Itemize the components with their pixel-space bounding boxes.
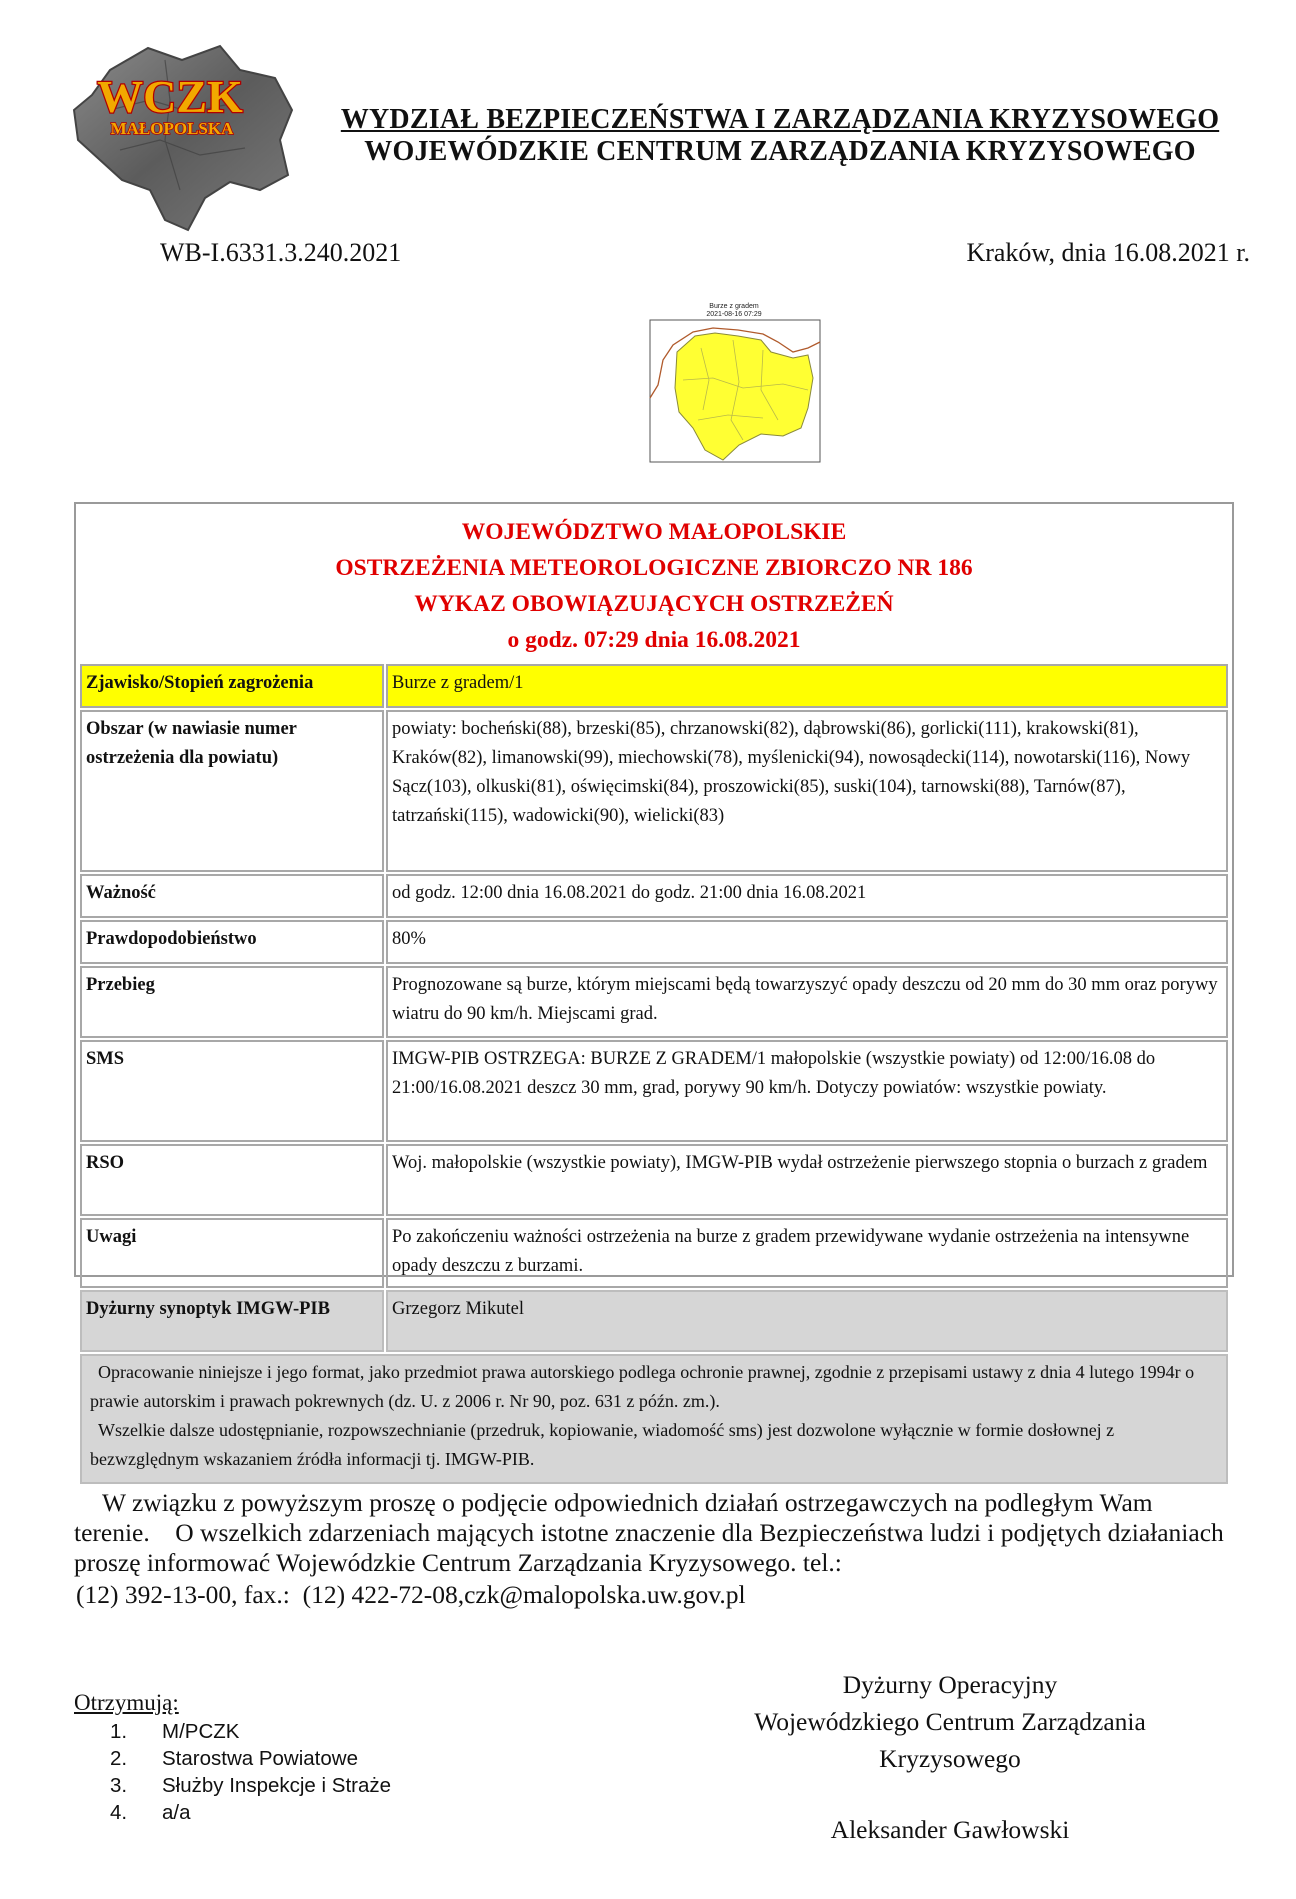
department-title: WYDZIAŁ BEZPIECZEŃSTWA I ZARZĄDZANIA KRYZYSOWEGO [340,104,1220,135]
copyright-notice [80,1354,1228,1484]
map-timestamp: 2021-08-16 07:29 [706,311,762,318]
copyright-paragraph: Wszelkie dalsze udostępnianie, rozpowszechnianie (przedruk, kopiowanie, wiadomość sms) jest dozwolone wyłącznie w formie dosłownej z bezwzględnym wskazaniem źródła informacji tj. IMGW-PIB. [90,1420,1115,1469]
body-paragraph: W związku z powyższym proszę o podjęcie odpowiednich działań ostrzegawczych na podległym Wam terenie. O wszelkich zdarzeniach mających istotne znaczenie dla Bezpieczeństwa ludzi i podjętych działaniach proszę informować Wojewódzkie Centrum Zarządzania Kryzysowego. tel.: [74,1488,1231,1577]
signature-institution: Wojewódzkiego Centrum Zarządzania [754,1707,1146,1736]
signature-institution-cont: Kryzysowego [879,1744,1021,1773]
warning-panel [74,502,1234,1469]
list-item [110,1718,391,1745]
warning-map [643,300,825,470]
place-date: Kraków, dnia 16.08.2021 r. [966,238,1250,267]
list-item [110,1745,391,1772]
table-row-sms [80,1040,1228,1142]
row-label: Obszar (w nawiasie numer ostrzeżenia dla powiatu) [80,710,384,872]
row-label: SMS [80,1040,384,1142]
list-item-number: 3. [110,1774,128,1797]
logo-wczk-text: WCZK [97,71,243,122]
row-label: Dyżurny synoptyk IMGW-PIB [80,1290,384,1352]
table-row-validity [80,874,1228,918]
copyright-paragraph: Opracowanie niniejsze i jego format, jako przedmiot prawa autorskiego podlega ochronie prawnej, zgodnie z przepisami ustawy z dnia 4 lutego 1994r o prawie autorskim i prawach pokrewnych (dz. U. z 2006 r. Nr 90, poz. 631 z późn. zm.). [90,1362,1195,1411]
list-item-text: M/PCZK [162,1720,240,1743]
reference-number: WB-I.6331.3.240.2021 [160,238,402,267]
logo-malopolska-text: MAŁOPOLSKA [110,119,234,138]
row-value: Prognozowane są burze, którym miejscami będą towarzyszyć opady deszczu od 20 mm do 30 mm oraz porywy wiatru do 90 km/h. Miejscami grad. [386,966,1228,1038]
row-value: Po zakończeniu ważności ostrzeżenia na burze z gradem przewidywane wydanie ostrzeżenia na intensywne opady deszczu z burzami. [386,1218,1228,1288]
row-value: od godz. 12:00 dnia 16.08.2021 do godz. 21:00 dnia 16.08.2021 [386,874,1228,918]
signature-name: Aleksander Gawłowski [830,1815,1070,1844]
table-row-rso [80,1144,1228,1216]
row-value: 80% [386,920,1228,964]
table-row-area [80,710,1228,872]
row-value: IMGW-PIB OSTRZEGA: BURZE Z GRADEM/1 małopolskie (wszystkie powiaty) od 12:00/16.08 do 21:00/16.08.2021 deszcz 30 mm, grad, porywy 90 km/h. Dotyczy powiatów: wszystkie powiaty. [386,1040,1228,1142]
list-item [110,1799,391,1826]
list-item-number: 4. [110,1801,128,1824]
map-title: Burze z gradem [709,303,759,310]
malopolska-outline-icon [70,40,295,240]
table-row-phenomenon [80,664,1228,708]
warning-title [76,514,1232,658]
recipients-title: Otrzymują: [74,1690,179,1715]
row-label: Prawdopodobieństwo [80,920,384,964]
contact-line: (12) 392-13-00, fax.: (12) 422-72-08,czk@malopolska.uw.gov.pl [76,1580,746,1609]
row-value: powiaty: bocheński(88), brzeski(85), chrzanowski(82), dąbrowski(86), gorlicki(111), krakowski(81), Kraków(82), limanowski(99), miechowski(78), myślenicki(94), nowosądecki(114), nowotarski(116), Nowy Sącz(103), olkuski(81), oświęcimski(84), proszowicki(85), suski(104), tarnowski(88), Tarnów(87), tatrzański(115), wadowicki(90), wielicki(83) [386,710,1228,872]
list-item [110,1772,391,1799]
list-item-text: Służby Inspekcje i Straże [162,1774,392,1797]
table-row-course [80,966,1228,1038]
wczk-logo [70,40,295,240]
row-label: RSO [80,1144,384,1216]
signature-role: Dyżurny Operacyjny [842,1670,1058,1699]
row-label: Ważność [80,874,384,918]
list-item-text: a/a [162,1801,191,1824]
list-item-number: 1. [110,1720,128,1743]
warning-title-list: WYKAZ OBOWIĄZUJĄCYCH OSTRZEŻEŃ [414,591,894,617]
list-item-text: Starostwa Powiatowe [162,1747,358,1770]
warning-title-number: OSTRZEŻENIA METEOROLOGICZNE ZBIORCZO NR 186 [335,555,973,581]
row-label: Zjawisko/Stopień zagrożenia [80,664,384,708]
row-label: Uwagi [80,1218,384,1288]
row-label: Przebieg [80,966,384,1038]
warning-title-time: o godz. 07:29 dnia 16.08.2021 [507,627,801,653]
table-row-remarks [80,1218,1228,1288]
row-value: Grzegorz Mikutel [386,1290,1228,1352]
center-title: WOJEWÓDZKIE CENTRUM ZARZĄDZANIA KRYZYSOWEGO [364,136,1196,167]
row-value: Woj. małopolskie (wszystkie powiaty), IMGW-PIB wydał ostrzeżenie pierwszego stopnia o burzach z gradem [386,1144,1228,1216]
table-row-synoptic [80,1290,1228,1352]
recipients-list [110,1718,391,1826]
list-item-number: 2. [110,1747,128,1770]
table-row-probability [80,920,1228,964]
warning-title-region: WOJEWÓDZTWO MAŁOPOLSKIE [461,519,847,545]
row-value: Burze z gradem/1 [386,664,1228,708]
